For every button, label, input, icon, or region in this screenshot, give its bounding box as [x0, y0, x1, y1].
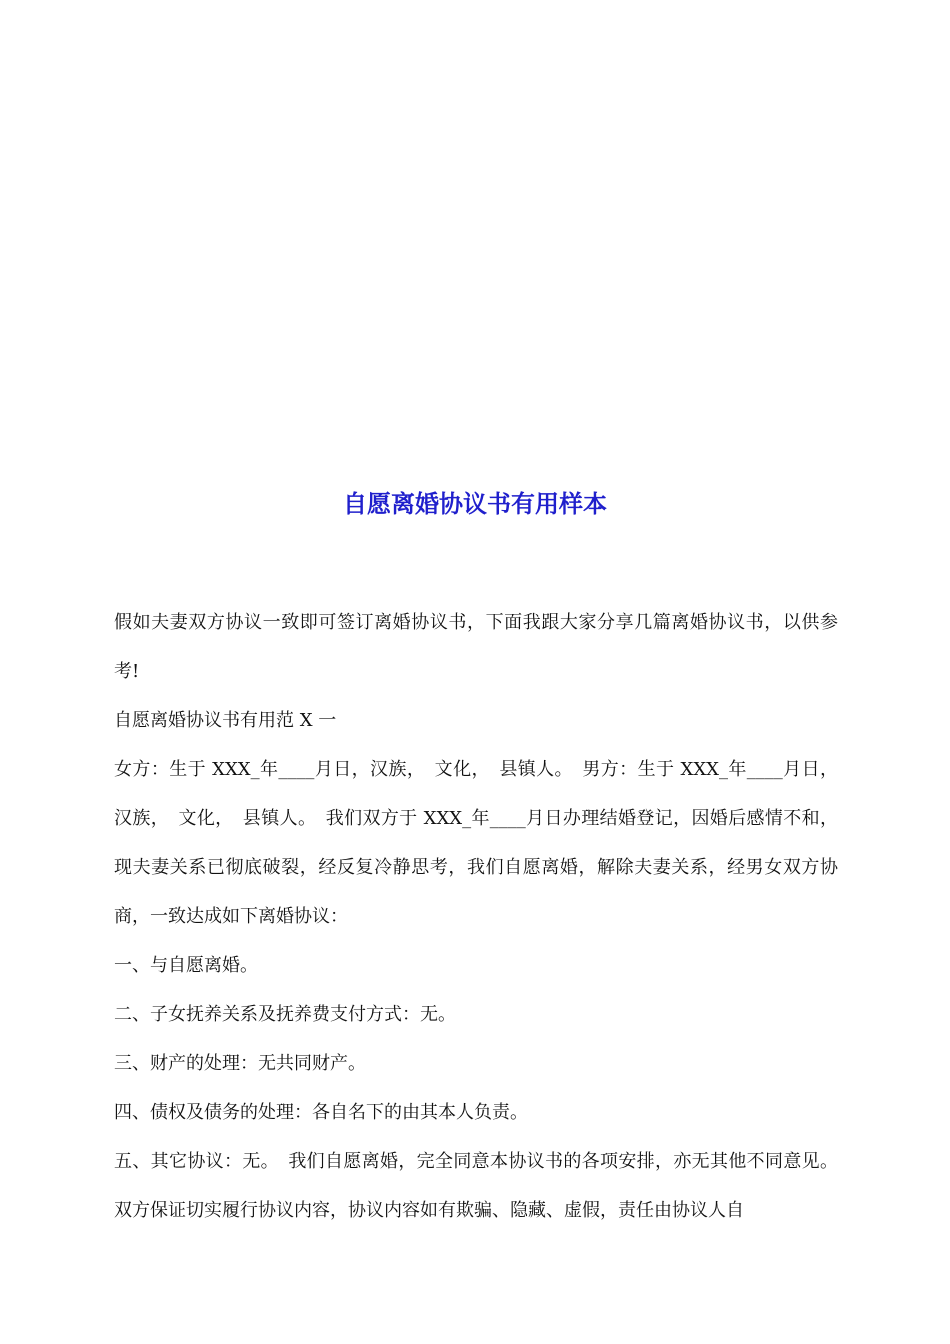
sample-heading: 自愿离婚协议书有用范 X 一	[114, 710, 337, 731]
clause-4: 四、债权及债务的处理：各自名下的由其本人负责。	[114, 1102, 528, 1123]
intro-paragraph: 假如夫妻双方协议一致即可签订离婚协议书，下面我跟大家分享几篇离婚协议书，以供参考!	[114, 612, 838, 682]
parties-paragraph: 女方：生于 XXX_年____月日，汉族， 文化， 县镇人。 男方：生于 XXX_年____月日，汉族， 文化， 县镇人。 我们双方于 XXX_年____月日办理结婚登记，因婚后感情不和，现夫妻关系已彻底破裂，经反复冷静思考，我们自愿离婚，解除夫妻关系，经男女双方协商，一致达成如下离婚协议：	[114, 759, 838, 927]
clause-5: 五、其它协议：无。 我们自愿离婚，完全同意本协议书的各项安排，亦无其他不同意见。双方保证切实履行协议内容，协议内容如有欺骗、隐藏、虚假，责任由协议人自	[114, 1151, 838, 1221]
clause-2: 二、子女抚养关系及抚养费支付方式：无。	[114, 1004, 456, 1025]
clause-1: 一、与自愿离婚。	[114, 955, 258, 976]
document-title: 自愿离婚协议书有用样本	[343, 490, 607, 518]
clause-3: 三、财产的处理：无共同财产。	[114, 1053, 366, 1074]
document-body	[114, 598, 838, 1235]
